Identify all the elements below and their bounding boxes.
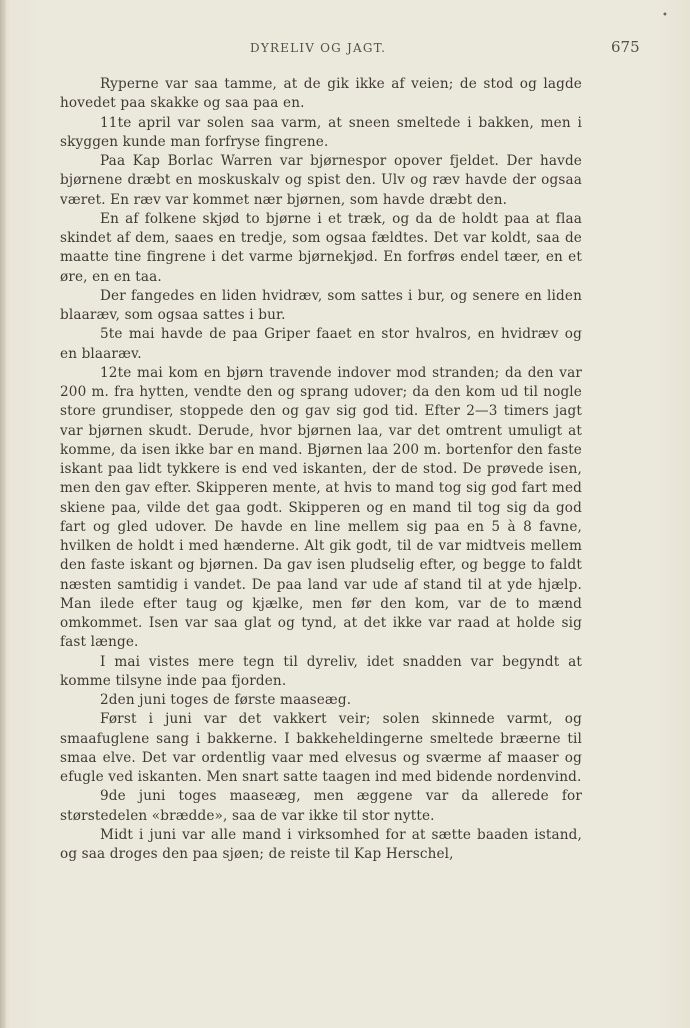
paragraph: Ryperne var saa tamme, at de gik ikke af veien; de stod og lagde hovedet paa skakke og saa paa en. xyxy=(60,76,582,112)
book-spine-edge xyxy=(0,0,6,1028)
page-number: 675 xyxy=(611,38,640,56)
paragraph: Først i juni var det vakkert veir; solen skinnede varmt, og smaafuglene sang i bakkerne. I bakkeheldingerne smeltede bræerne til smaa elve. Det var ordentlig vaar med elvesus og sværme af maaser og efugle ved iskanten. Men snart satte taagen ind med bidende nordenvind. xyxy=(60,711,582,785)
paragraph: Paa Kap Borlac Warren var bjørnespor opover fjeldet. Der havde bjørnene dræbt en moskuskalv og spist den. Ulv og ræv havde der ogsaa været. En ræv var kommet nær bjørnen, som havde dræbt den. xyxy=(60,153,582,208)
paragraph: 11te april var solen saa varm, at sneen smeltede i bakken, men i skyggen kunde man forfryse fingrene. xyxy=(60,114,582,150)
paragraph: 9de juni toges maaseæg, men æggene var da allerede for størstedelen «brædde», saa de var ikke til stor nytte. xyxy=(60,788,582,824)
paragraph: 5te mai havde de paa Griper faaet en stor hvalros, en hvidræv og en blaaræv. xyxy=(60,326,582,362)
running-title: DYRELIV OG JAGT. xyxy=(250,41,387,55)
paragraph: Der fangedes en liden hvidræv, som sattes i bur, og senere en liden blaaræv, som ogsaa sattes i bur. xyxy=(60,287,582,323)
paragraph: 2den juni toges de første maaseæg. xyxy=(100,692,352,708)
page-header xyxy=(0,38,690,60)
body-text xyxy=(60,75,582,864)
paragraph: Midt i juni var alle mand i virksomhed for at sætte baaden istand, og saa droges den paa sjøen; de reiste til Kap Herschel, xyxy=(60,826,582,862)
paragraph: En af folkene skjød to bjørne i et træk, og da de holdt paa at flaa skindet af dem, saaes en tredje, som ogsaa fældtes. Det var koldt, saa de maatte tine fingrene i det varme bjørnekjød. En forfrøs endel tæer, en et øre, en en taa. xyxy=(60,210,582,285)
paragraph: 12te mai kom en bjørn travende indover mod stranden; da den var 200 m. fra hytten, vendte den og sprang udover; da den kom ud til nogle store grundiser, stoppede den og gav sig god tid. Efter 2—3 timers jagt var bjørnen skudt. Derude, hvor bjørnen laa, var det omtrent umuligt at komme, da isen ikke bar en mand. Bjørnen laa 200 m. bortenfor den faste iskant paa lidt tykkere is end ved iskanten, der de stod. De prøvede isen, men den gav efter. Skipperen mente, at hvis to mand tog sig god fart med skiene paa, vilde det gaa godt. Skipperen og en mand til tog sig da god fart og gled udover. De havde en line mellem sig paa en 5 à 8 favne, hvilken de holdt i med hænderne. Alt gik godt, til de var midtveis mellem den faste iskant og bjørnen. Da gav isen pludselig efter, og begge to faldt næsten samtidig i vandet. De paa land var ude af stand til at yde hjælp. Man ilede efter taug og kjælke, men før den kom, var de to mænd omkommet. Isen var saa glat og tynd, at det ikke var raad at holde sig fast længe. xyxy=(60,364,582,651)
corner-mark: • xyxy=(662,10,668,21)
paragraph: I mai vistes mere tegn til dyreliv, idet snadden var begyndt at komme tilsyne inde paa fjorden. xyxy=(60,653,582,689)
